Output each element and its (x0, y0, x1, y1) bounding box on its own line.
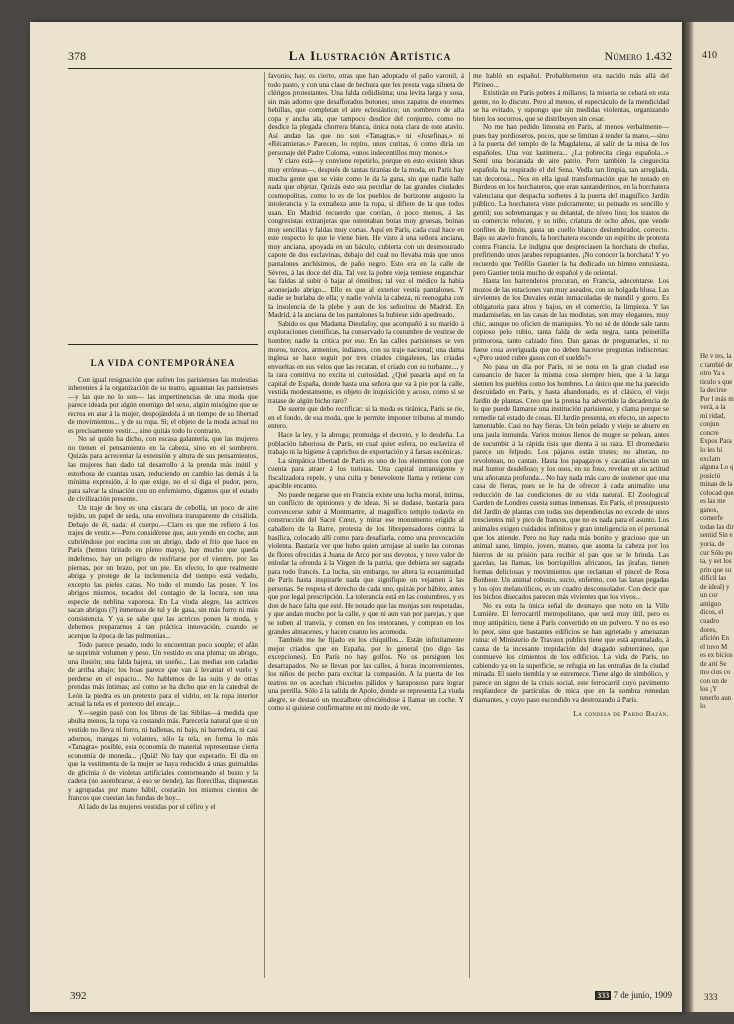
paragraph: Hace la ley, y la abroga; promulga el decreto, y lo desdeña. La población laboriosa de París, en cual quier esfera, no esclaviza el trabajo ni la higiene á caprichos de exportación y á farsas escénicas. (268, 430, 464, 457)
column-rule (469, 72, 470, 978)
paragraph: Hasta los barrenderos procuran, en Francia, adecentarse. Los mozos de las estaciones van muy aseados, con su holgada blusa. Las sirvientes de los Duvales están inmaculadas de mandil y gorro. Es obligatoria para altos y bajos, en el comercio, la limpieza. Y las madamiselas, en las casas de las modistas, son muy elegantes, muy chic, aunque no oficien de maniquíes. Yo no sé de dónde sale tanto copioso pelo rubio, tanta falda de seda negra, tanta peinetilla primorosa, tanto calzado fino. Dan ganas de preguntarles, si no fuese cosa averiguada que no deben hacerse preguntas indiscretas: «¿Pero usted cubre gasos con el sueldo?» (473, 277, 669, 363)
paragraph: No me han pedido limosna en París, al menos verbalmente—pues hay pordioseros, pocos, que se limitan á tender la mano,—sino á la puerta del templo de la Magdalena, al salir de la misa de los españoles. Una voz lastimera... ¿La pobrecita ciega española...» Sentí una bocanada de aire patrio. Pero también la cieguecita española ha respirado el del Sena. Vedla tan limpia, tan arreglada, tan decorosa... Nos en ella igual transformación que he notado en Burdeos en los horchateros, que eran santanderinos, en la horchatera valenciana que despacha sorbetes á la puerta del magnífico Jardín público. La horchatera viste pulcramente; su peinado es sencillo y gentil; sus sobremangas y su delantal, de níveo lino; los trastos de su comercio relucen, y su niño, criatura de ocho años, que vende confites de limón, gasta un cuello blanco deslumbrador, correcto. Bajo su atavío francés, la horchatera esconde un espíritu de protesta contra Francia. Le indigna que despreciasen la horchata de chufas, prefiriendo unos jarabes repugnantes. ¡No conocer la horchata! Y yo recuerdo que Teófilo Gautier la ha dedicado un himno entusiasta, pero Gautier tenía mucho de español y de oriental. (473, 123, 669, 277)
adjacent-page-stamp: 333 (704, 992, 718, 1002)
column-rule (264, 72, 265, 978)
paragraph: Todo parece pesado, todo lo encuentran poco souple; el afán se suprimir volumen y peso. Un vestido es una pluma; un abrigo, una ilusión; una falda bajera, un sueño... Las medias son caladas de arriba abajo; los boas parece que van á levantar el vuelo y perderse en el espacio... No hablemos de las suits y de otras prendas más íntimas; así como se ha dicho que en la catedral de León la piedra es un pretexto para el vidrio, en la ropa interior actual la tela es el pretexto del encaje... (68, 640, 258, 709)
paragraph: Y—según pasó con los libros de las Sibilas—á medida que abulta menos, la ropa va costando más. Parecería natural que si un vestido no lleva ni forro, ni ballenas, ni bajo, ni barredera, ni casi adornos, mangas ni volantes, sólo la tela, en forma lo más «Tanagra» posible, esta economía de material representase cierta economía de moneda... ¡Quiá! No hay que esperarlo. El día en que la vestimenta de la mujer se haya reducido á unas guirnaldas de glicinia ó de violetas artificiales contorneando el busto y la cadera (no asombrarse, á eso se tiende), las florecillas, dispuestas y agrupadas por mano hábil, costarán los mismos cientos de francos que cuestan las fundas de hoy... (68, 708, 258, 803)
section-title: LA VIDA CONTEMPORÁNEA (90, 358, 236, 368)
page-number: 378 (68, 49, 86, 63)
paragraph: La simpática libertad de París es uno de los elementos con que cuenta para atraer á los turistas. Una capital intransigente y fiscalizadora repele, y una culta y benevolente llama y retiene con apacible encanto. (268, 456, 464, 491)
text-column-1 (68, 72, 258, 984)
text-column-3 (473, 72, 669, 984)
paragraph: No puede negarse que en Francia existe una lucha moral, íntima, un conflicto de opiniones y de ideas. Si se dudase, bastaría para convencerse subir á Montmartre, al magnífico templo todavía en construcción del Sacré Cœur, y mirar ese monumento erigido al caballero de la Barre, protesta de los librepensadores contra la basílica, colocado allí como para desafiarla, como una provocación violenta. Bastaría ver que hubo quien arrojase al suelo las coronas de flores ofrecidas á Juana de Arco por sus devotos, y tuvo valor de enlodar la ofrenda á la Virgen de la patria, que debiera ser sagrada para todo francés. La lucha, sin embargo, no altera la ecuanimidad de París hasta inspirarle nada que signifique un vejamen á las personas. Se respeta el derecho de cada uno, quizás por hábito, antes que por legal prescripción. La tolerancia está en las costumbres, y es don de hace falta que esté. He notado que las monjas son respetadas, y que andan mucho por la calle, y que ni aun van por parejas, y que se suben al tranvía, y comen en los restoranes, y compran en los grandes almacenes, y hacen cuanto les acomoda. (268, 490, 464, 636)
book-gutter (682, 22, 694, 1012)
author-signature: La condesa de Pardo Bazán. (573, 709, 669, 719)
blank-space (68, 72, 258, 344)
magazine-title: La Ilustración Artística (288, 48, 452, 63)
adjacent-page-text: He v tes, la c tambié de otro Ya s ticulo s que la decirse Por l más m verá, a la mi ridad, conjun concre Expos Para lo les hi exclam alguna Lo q posició minan de la colocad que es las me ganos, comerfe todas las dir sentid Sin e yoria, de cur Sólo pu ta, y set los prin que su difícil las de ideal) y un cor antiguo dicos, el cuadro dores, afición En el tuvo M es ex bicios de artí Se mo cios co con un de los ¡Y tenerlo aun lo (700, 352, 734, 711)
text-column-2 (268, 72, 464, 984)
section-divider (68, 344, 258, 345)
paragraph: Con igual resignación que sufren los parisienses las molestias inherentes á la organización de su teatro, aguantan las parisienses —y las que no lo son— las impertinencias de una moda que parece ideada por algún enemigo del sexo, algún misógino que se recrea en atar á la mujer, despojándola á un tiempo de su libertad de movimientos... y de su ropa. Si; el objeto de la moda actual no es precisamente vestir..., sino quitás todo lo contrario. (68, 375, 258, 435)
page-header (68, 46, 672, 69)
footer-date: 7 de junio, 1909 (613, 990, 672, 1000)
paragraph: Al lado de las mujeres vestidas por el céfiro y el (78, 802, 216, 811)
issue-number: Número 1.432 (604, 49, 672, 63)
paragraph: Un traje de hoy es una cáscara de cebolla, un poco de aire tejido, un papel de seda, una envoltura transparente de crisálida. Debajo de él, nada: el cuerpo.—Claro es que me refiero á los trajes de vestir.»—Pero considérese que, aun yendo en coche, aun cubriéndose por encima con un abrigo, dado el frío que hace en París (hemos tiritado en pleno mayo), hay mucho que queda indefenso, hay un peligro de resfriarse por el vientre, por las piernas, por un brazo, por un pie. En efecto, lo que realmente abriga y protege de la inclemencia del tiempo está vedado, excepto las pieles caras. No todo el mundo las posee. Y los abrigos mismos, tocados del contagio de la locura, son una especie de neblina vaporosa. En La viuda alegre, las actrices sacan abrigos (?) inmensos de tul y de gasa, sin más forro ni más consistencia. Y ya se sabe que las actrices ponen la moda, y debemos prepararnos á tan práctica innovación, cuando se acerque la época de las pulmonías... (68, 503, 258, 640)
stamp-number: 333 (597, 991, 610, 1000)
paragraph: No sé quién ha dicho, con escasa galantería, que las mujeres no tienen el pensamiento en la cabeza, sino en el sombrero. Quizás para acrecentar la extensión y altura de sus pensamientos, las mujeres han dado tal desarrollo á la prenda más inútil y estorbosa de cuantas usan, reduciendo en cambio las demás á la mínima expresión, á lo que exige, no el sí diga el pudor, pero, para salvar la situación con un enfemismo, digamos que el estado de civilización presente. (68, 435, 258, 504)
folio-number: 392 (70, 990, 87, 1002)
paragraph: me habló en español. Probablemente era nacido más allá del Pirineo... (473, 72, 669, 89)
paragraph: También me he fijado en los chiquillos... Están infinitamente mejor criados que en España, por lo general (no digo las excepciones). En París no hay golfos. No os persiguen los desarrapados. No se llevan por las calles, á horas inconvenientes, los niños de pecho para excitar la compasión. A la puerta de los teatros no os acechan chicuelos pálidos y harapososo para lograr una perrilla. Sólo á la salida de Apolo, donde se representa La viuda alegre, se destacó un mozalbete ofreciéndose á llamar un coche. Y como si quisiese confirmarme en mi modo de ver, (268, 636, 464, 713)
paragraph: Y claro está—y conviene repetirlo, porque en esto existen ideas muy erróneas—, después de tantas tiranías de la moda, en París hay mucha gente que se viste como le da la gana, sin que nadie halle nada que objetar. Quizás esto sea peculiar de las grandes ciudades cosmopolitas, como lo es de los pueblos de horizonte angosto la intolerancia y la extrañeza ante la ropa, si difiere de la que todos usan. En Madrid recuerdo que corrían, ó poco menos, á las congresistas extranjeras que ostentaban botas muy gruesas, boinas muy sencillas y faldas muy cortas. Aquí en París, cada cual hace en este respecto lo que le viene bien. He visto á una señora anciana, muy anciana, apoyada en un báculo, cubierta con un desmesurado capote de dos esclavinas, debajo del cual no llevaba más que unos pantalones anchísimos, de paño negro. Esto era en la calle de Sèvres, á las doce del día. Tal vez la pobre vieja temiese enganchar las faldas al subir ó bajar al ómnibus; tal vez el médico la había aconsejado abrigo... Ello es que al exterior vestía pantalones. Y nadie se burlaba de ella; y nadie volvía la cabeza, ni reenogaba con la insolencia de la plebe y aun de los señoritos de Madrid. En Madrid, á la anciana de los pantalones la hubiese sido apedreado. (268, 157, 464, 320)
paragraph: Sabido es que Madama Dieulafoy, que acompañó á su marido á exploraciones científicas, ha conservado la costumbre de vestirse de hombre; nadie la critica por eso. En las calles parisienses se ven moros, turcos, armenios, indianos, con su traje nacional; una dama inglesa se hace seguir por tres criados cingaleses, las criadas envueltas en sus velos que las recatan, el criado con su turbante..., y la rara comitiva no excita ni curiosidad. ¿Qué pasaría aquí en la capital de España, donde hasta una señora que va á pie por la calle, vestida modestamente, es objeto de inquisición y acoso, como si se tratase de algún bicho raro? (268, 319, 464, 405)
archive-stamp (595, 990, 672, 1000)
page-footer (68, 988, 672, 1004)
paragraph: No es esta la única señal de desmayo que noto en la Ville Lumière. El ferrocarril metropolitano, que será muy útil, pero es muy antipático, tiene á París convertido en un polvero. Y no es eso lo peor, sino que bastantes edificios se han agrietado y amenazan ruina: el Ministerio de Travaux publics tiene que está apuntalado, á causa de la incesante trepidación del dragado subterráneo, que conmueve los cimientos de los edificios. La vida de París, no cabiendo ya en la superficie, se refugia en las entrañas de la ciudad minada. El suelo tiembla y se estremece. Tiene algo de simbólico, y parece un signo de la crisis social, este ferrocarril cuyo pavimento resplandece de partículas de mica que en la sombra remedan diamantes, y cuyo paso escondido va destrozando á París. (473, 601, 669, 704)
paragraph: No pasa un día por París, ni se nota en la gran ciudad ese cansancio de hacer la misma cosa siempre bien, que á la larga sienten los pueblos como los hombres. Lo único que me ha parecido descuidado en París, y hasta abandonado, es el clásico, el viejo Jardín de plantas. Creo que la prensa ha advertido la decadencia de lo que puede llamarse una institución parisiense, y clama porque se remedie tal estado de cosas. El Jardín presenta, en efecto, un aspecto lamentable. Casi no hay fieras. Un león pelado y viejo se aburre en una jaula inmunda. Varios monos llenos de mugre se pelean, antes de sucumbir á la rápida tisis que dienta á su raza. El dromedario parece un felpudo. Los pájaros están tristes; no alteran, no revolotean, no cantan. Hasta los papagayos y cacatúas afectan un mal humor desdeñoso; y los osos, en su foso, revelan en su actitud una añoranza profunda... No hay nada más caro de sostener que una casa de fieras, pues se le ha de ofrecer á cada animalito una reducción de las condiciones de su vida natural. El Zoological Garden de Londres cuesta sumas inmensas. En París, el presupuesto del Jardín de plantas con todas sus dependencias no excede de unos trescientos mil y pico de francos, que no es nada para el asunto. Los animales exigen cuidados infinitos y gran inteligencia en el personal que los atiende. Pero no hay nada más bonito y gracioso que un animal sano, limpio, joven, manso, que asoma la cabeza por los hierros de su prisión para recibir el pan que se le brinda. Las gacelas, las llamas, los borriquillos africanos, las jirafas, tienen formas deliciosas y movimientos que reclaman el pincel de Rosa Bonheur. Un animal robusto, sucio, enfermo, con las lanas pegadas y los ojos melancólicos, es un cuadro desconsolador. Con decir que los bichos disecados parecen más vivientes que los vivos... (473, 362, 669, 602)
paragraph: Existirán en París pobres á millares; la miseria se cebará en esta gente, no lo discuto. Pero al menos, el espectáculo de la mendicidad se ha evitado, y supongo que sin medidas violentas, organizando bien los socorros, que se distribuyen sin cesar. (473, 89, 669, 123)
paragraph: De suerte que debo rectificar: si la moda es tiránica, París se ríe, en el fondo, de esa moda, que le permite imponer tributos al mundo entero. (268, 405, 464, 431)
adjacent-page-number: 410 (702, 50, 717, 61)
paragraph: favonio, hay, es cierto, otras que han adoptado el paño varonil, á todo pasto, y con una clase de hechura que les presta vaga silueta de clérigos protestantes. Una falda ceñidísima; una levita larga y sosa, sin más adorno que desafforados botones; unos zapatos de enormes hebillas, que completan el aire eclesiástico; un sombrero de alta copa y ancha ala, que tampoco desdice del conjunto, como no desdice la plegada chorrera blanca, única nota clara de este atavío. Así andan las que no son «Tanagras,» ni «Josefinas,» ni «Récamieras.» Parecen, lo repito, unos curitas, ó como diría un personaje del Padre Coloma, «unos indecentillos muy monos.» (268, 72, 464, 157)
adjacent-page (694, 22, 734, 1012)
